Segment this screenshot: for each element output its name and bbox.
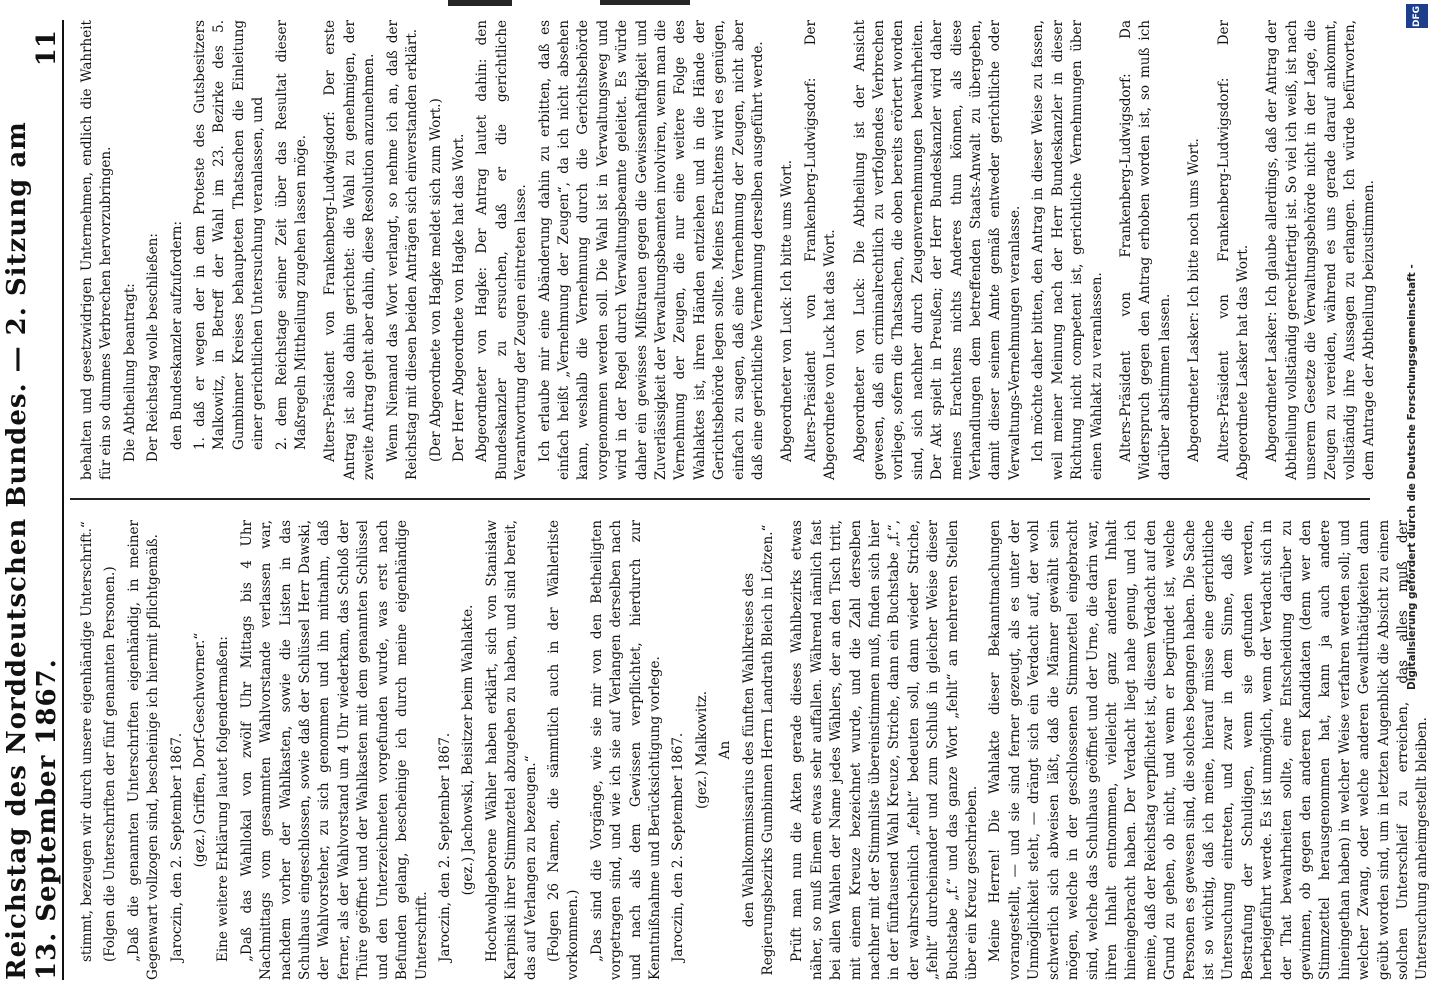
scan-smudge [600,0,690,5]
paragraph: behalten und gesetzwidrigen Unternehmen, endlich die Wahrheit für ein so dummes Verbrechen hervorzubringen. [79,20,115,480]
page-number: 11 [32,30,62,67]
paragraph: Eine weitere Erklärung lautet folgendermaßen: [215,636,232,962]
paragraph: Wenn Niemand das Wort verlangt, so nehme ich an, daß der Reichstag mit diesen beiden Anträgen sich einverstanden erklärt. [384,20,421,480]
paragraph: (gez.) Griffen, Dorf-Geschworner.“ [192,632,209,868]
paragraph: (gez.) Jachowski, Beisitzer beim Wahlakte. [460,604,477,896]
paragraph: „Daß die genannten Unterschriften eigenhändig, in meiner Gegenwart vollzogen sind, bescheinige ich hiermit pflichtgemäß. [125,520,162,980]
list-item: 2. dem Reichstage seiner Zeit über das Resultat dieser Maßregeln Mittheilung zugehen lassen möge. [273,20,310,450]
paragraph: (Der Abgeordnete von Hagke meldet sich zum Wort.) [427,98,444,462]
left-column [78,520,1431,980]
paragraph: (Folgen die Unterschriften der fünf genannten Personen.) [102,566,119,962]
paragraph: „Das sind die Vorgänge, wie sie mir von den Betheiligten vorgetragen sind, und wie ich sie auf Verlangen derselben nach und nach als dem Gewissen verpflichtet, hierdurch zur Kenntnißnahme und Berücksichtigung vorlege. [588,520,663,980]
paragraph: Hochwohlgeborene Wähler haben erklärt, sich von Stanisław Karpinski ihrer Stimmzettel abzugeben zu haben, und sind bereit, das auf Verlangen zu bezeugen.“ [483,520,539,980]
paragraph: Abgeordneter von Hagke: Der Antrag lautet dahin: den Bundeskanzler zu ersuchen, daß er die gerichtliche Verantwortung der Zeugen eintreten lasse. [474,20,530,480]
paragraph: den Wahlkommissarius des fünften Wahlkreises des Regierungsbezirks Gumbinnen Herrn Landrath Bleich in Lötzen.“ [740,524,776,976]
paragraph: Abgeordneter Lasker: Ich glaube allerdings, daß der Antrag der Abtheilung vollständig gerechtfertigt ist. So viel ich weiß, ist nach unserem Gesetze die Verwaltungsbehörde nicht in der Lage, die Zeugen zu vereiden, während es uns gerade darauf ankommt, vollständig ihre Aussagen zu erlangen. Ich würde befürworten, dem Antrage der Abtheilung beizustimmen. [1264,20,1378,480]
paragraph: An [717,740,734,760]
list-item: den Bundeskanzler aufzufordern: [168,220,185,450]
column-divider [70,498,1370,500]
paragraph: Ich erlaube mir eine Abänderung dahin zu erbitten, daß es einfach heißt „Vernehmung der Zeugen“, da ich nicht absehen kann, weshalb die Vernehmung durch die Gerichtsbehörde vorgenommen werden soll. Die Wahl ist in Verwaltungsweg und wird in der Regel durch Verwaltungsbeamte geleitet. Es würde daher ein gewisses Mißtrauen gegen die Gewissenhaftigkeit und Zuverlässigkeit der Verwaltungsbeamten involviren, wenn man die Vernehmung der Zeugen, die nur eine weitere Folge des Wahlaktes ist, ihren Händen entziehen und in die Hände der Gerichtsbehörde legen sollte. Meines Erachtens wird es genügen, einfach zu sagen, daß eine Vernehmung der Zeugen, nicht aber daß eine gerichtliche Vernehmung derselben ausgeführt werde. [536,20,766,480]
scan-smudge [448,0,512,6]
paragraph: Abgeordneter von Luck: Die Abtheilung ist der Ansicht gewesen, daß ein criminalrechtlich zu verfolgendes Verbrechen vorliege, sofern die Thatsachen, die oben bereits erörtert worden sind, sich nachher durch Zeugenvernehmungen bewahrheiten. Der Akt spielt in Preußen; der Herr Bundeskanzler wird daher meines Erachtens nichts Anderes thun können, als diese Verhandlungen dem betreffenden Staats-Anwalt zu übergeben, damit dieser seinem Amte gemäß entweder gerichtliche oder Verwaltungs-Vernehmungen veranlasse. [851,20,1023,480]
dfg-logo: DFG [1406,4,1428,28]
paragraph: Abgeordneter von Luck: Ich bitte ums Wort. [779,159,796,462]
paragraph: Alters-Präsident von Frankenberg-Ludwigsdorf: Der Abgeordnete Lasker hat das Wort. [1215,20,1251,480]
page-header [2,20,64,980]
paragraph: „Daß das Wahllokal von zwölf Uhr Mittags bis 4 Uhr Nachmittags vom gesammten Wahlvorstande verlassen war, nachdem vorher der Wahlkasten, sowie die Listen in das Schulhaus eingeschlossen, sowie daß der Schlüssel Herr Dawski, der Wahlvorsteher, zu sich genommen und ihn mitnahm, daß ferner, als der Wahlvorstand um 4 Uhr wiederkam, das Schloß der Thüre geöffnet und der Wahlkasten mit dem genannten Schlüssel und den Unterzeichneten vorgefunden wurde, was erst nach Befunden gelang, bescheinige ich durch meine eigenhändige Unterschrift. [238,520,430,980]
header-title: Reichstag des Norddeutschen Bundes. — 2. Sitzung am 13. September 1867. [2,121,62,980]
paragraph: Jaroczin, den 2. September 1867. [436,732,453,962]
list-item: 1. daß er wegen der in dem Proteste des Gutsbesitzers Malkowitz, in Betreff der Wahl im 23. Bezirke des 5. Gumbinner Kreises behaupteten Thatsachen die Einleitung einer gerichtlichen Untersuchung veranlassen, und [192,20,267,450]
paragraph: Ich möchte daher bitten, den Antrag in dieser Weise zu fassen, weil meiner Meinung nach der Herr Bundeskanzler in dieser Richtung nicht competent ist, gerichtliche Vernehmungen über einen Wahlakt zu veranlassen. [1030,20,1105,480]
digitization-credit: Digitalisierung gefördert durch die Deutsche Forschungsgemeinschaft - [1406,264,1418,690]
paragraph: Der Herr Abgeordnete von Hagke hat das Wort. [450,133,467,462]
right-column [78,20,1378,480]
paragraph: (Folgen 26 Namen, die sämmtlich auch in der Wählerliste vorkommen.) [545,520,582,980]
paragraph: (gez.) Malkowitz. [693,690,710,810]
paragraph: Der Reichstag wolle beschließen: [145,233,162,462]
paragraph: Meine Herren! Die Wahlakte dieser Bekanntmachungen vorangestellt, — und sie sind ferner gezeugt, als es unter der Unmöglichkeit steht, — drängt sich ein Verdacht auf, der wohl schwerlich sich abweisen läßt, daß die Männer gewählt sein mögen, welche in der geschlossenen Stimmzettel eingebracht sind, welche das Schulhaus geöffnet und der Urne, die darin war, ihren Inhalt entnommen, vielleicht ganz anderen Inhalt hineingebracht haben. Der Verdacht liegt nahe genug, und ich meine, daß der Reichstag verpflichtet ist, diesem Verdacht auf den Grund zu gehen, ob nicht, und wenn er begründet ist, welche Personen es gewesen sind, die solches begangen haben. Die Sache ist so wichtig, daß ich meine, hierauf müsse eine gerichtliche Untersuchung eintreten, und zwar in dem Sinne, daß die Bestrafung der Schuldigen, wenn sie gefunden werden, herbeigeführt werde. Es ist unmöglich, wenn der Verdacht sich in der That bewahrheiten sollte, eine Entscheidung darüber zu gewinnen, ob gegen den anderen Kandidaten (denn wer den Stimmzettel herausgenommen hat, kann ja auch andere hineingethan haben) in welcher Weise verfahren werden soll; und welcher Zwang, oder welche anderen Gewaltthätigkeiten dann geübt worden sind, um in letzten Augenblick die Absicht zu einem solchen Unterschleif zu erreichen, das alles muß der Untersuchung anheimgestellt bleiben. [987,520,1431,980]
paragraph: Alters-Präsident von Frankenberg-Ludwigsdorf: Der erste Antrag ist also dahin gerichtet: die Wahl zu genehmigen, der zweite Antrag geht aber dahin, diese Resolution anzunehmen. [322,20,378,480]
paragraph: Alters-Präsident von Frankenberg-Ludwigsdorf: Da Widerspruch gegen den Antrag erhoben worden ist, so muß ich darüber abstimmen lassen. [1117,20,1173,480]
paragraph: stimmt, bezeugen wir durch unsere eigenhändige Unterschrift.“ [79,521,95,962]
paragraph: Jaroczin, den 2. September 1867. [670,732,687,962]
paragraph: Prüft man nun die Akten gerade dieses Wahlbezirks etwas näher, so muß Einem etwas sehr auffallen. Während nämlich fast bei allen Wahlen der Name jedes Wählers, der an den Tisch tritt, mit einem Kreuze bezeichnet wurde, und die Zahl derselben nachher mit der Stimmliste übereinstimmen muß, finden sich hier in der fünftausend Wahl Kreuze, Striche, dann ein Buchstabe „f.“, der wahrscheinlich „fehlt“ bedeuten soll, dann wieder Striche, „fehlt“ durcheinander und zum Schluß in gleicher Weise dieser Buchstabe „f.“ und das ganze Wort „fehlt“ an mehreren Stellen über ein Kreuz geschrieben. [789,520,981,980]
paragraph: Abgeordneter Lasker: Ich bitte noch ums Wort. [1186,138,1203,462]
paragraph: Die Abtheilung beantragt: [121,283,138,462]
paragraph: Alters-Präsident von Frankenberg-Ludwigsdorf: Der Abgeordnete von Luck hat das Wort. [802,20,839,480]
paragraph: Jaroczin, den 2. September 1867. [168,732,185,962]
